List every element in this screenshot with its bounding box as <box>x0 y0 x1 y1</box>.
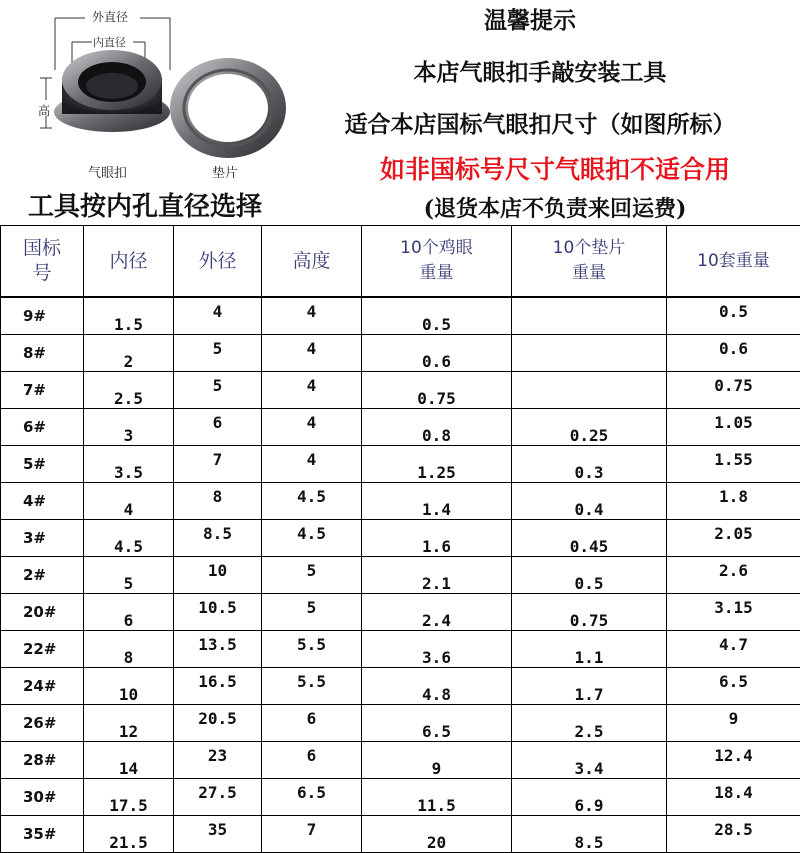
col-header-size-no: 国标 号 <box>1 226 84 298</box>
size-no-cell: 3# <box>1 520 84 557</box>
table-row <box>1 446 800 483</box>
notice-line-tool: 本店气眼扣手敲安装工具 <box>340 54 740 87</box>
set-weight-cell: 12.4 <box>667 742 800 779</box>
eyelet-weight-cell: 6.5 <box>362 705 512 742</box>
washer-weight-cell <box>512 335 667 372</box>
eyelet-weight-cell: 1.4 <box>362 483 512 520</box>
eyelet-weight-cell: 2.1 <box>362 557 512 594</box>
height-cell: 5.5 <box>262 631 362 668</box>
tool-selection-hint: 工具按内孔直径选择 <box>28 186 262 223</box>
table-row <box>1 631 800 668</box>
eyelet-weight-cell: 1.6 <box>362 520 512 557</box>
height-cell: 4 <box>262 446 362 483</box>
size-no-cell: 6# <box>1 409 84 446</box>
eyelet-weight-cell: 0.75 <box>362 372 512 409</box>
inner-diameter-cell: 2.5 <box>84 372 174 409</box>
size-spec-table <box>0 225 800 853</box>
col-header-eyelet-weight: 10个鸡眼 重量 <box>362 226 512 298</box>
eyelet-weight-cell: 9 <box>362 742 512 779</box>
size-no-cell: 30# <box>1 779 84 816</box>
height-cell: 4 <box>262 409 362 446</box>
set-weight-cell: 9 <box>667 705 800 742</box>
outer-diameter-cell: 5 <box>174 372 262 409</box>
notice-title: 温馨提示 <box>450 2 610 35</box>
set-weight-cell: 1.05 <box>667 409 800 446</box>
eyelet-weight-cell: 2.4 <box>362 594 512 631</box>
washer-weight-cell <box>512 297 667 335</box>
height-cell: 4.5 <box>262 483 362 520</box>
set-weight-cell: 6.5 <box>667 668 800 705</box>
washer-weight-cell: 2.5 <box>512 705 667 742</box>
set-weight-cell: 1.8 <box>667 483 800 520</box>
washer-weight-cell: 1.1 <box>512 631 667 668</box>
height-cell: 5 <box>262 557 362 594</box>
set-weight-cell: 2.05 <box>667 520 800 557</box>
outer-diameter-cell: 16.5 <box>174 668 262 705</box>
height-cell: 5 <box>262 594 362 631</box>
size-no-cell: 2# <box>1 557 84 594</box>
inner-diameter-cell: 17.5 <box>84 779 174 816</box>
washer-weight-cell <box>512 372 667 409</box>
notice-warning: 如非国标号尺寸气眼扣不适合用 <box>320 150 790 186</box>
height-cell: 4 <box>262 335 362 372</box>
col-header-height: 高度 <box>262 226 362 298</box>
table-row <box>1 520 800 557</box>
washer-weight-cell: 6.9 <box>512 779 667 816</box>
outer-diameter-cell: 8.5 <box>174 520 262 557</box>
inner-diameter-cell: 14 <box>84 742 174 779</box>
eyelet-weight-cell: 0.5 <box>362 297 512 335</box>
height-cell: 6 <box>262 742 362 779</box>
col-header-outer-diameter: 外径 <box>174 226 262 298</box>
washer-weight-cell: 0.5 <box>512 557 667 594</box>
size-no-cell: 9# <box>1 297 84 335</box>
size-no-cell: 35# <box>1 816 84 853</box>
height-cell: 4 <box>262 297 362 335</box>
size-no-cell: 28# <box>1 742 84 779</box>
outer-diameter-cell: 6 <box>174 409 262 446</box>
set-weight-cell: 3.15 <box>667 594 800 631</box>
height-cell: 4.5 <box>262 520 362 557</box>
set-weight-cell: 18.4 <box>667 779 800 816</box>
notice-line-size: 适合本店国标气眼扣尺寸（如图所标） <box>290 106 790 139</box>
outer-diameter-cell: 10.5 <box>174 594 262 631</box>
outer-diameter-cell: 27.5 <box>174 779 262 816</box>
eyelet-weight-cell: 11.5 <box>362 779 512 816</box>
table-row <box>1 594 800 631</box>
outer-diameter-cell: 35 <box>174 816 262 853</box>
outer-diameter-label: 外直径 <box>92 8 128 25</box>
outer-diameter-cell: 5 <box>174 335 262 372</box>
col-header-inner-diameter: 内径 <box>84 226 174 298</box>
inner-diameter-cell: 12 <box>84 705 174 742</box>
size-no-cell: 8# <box>1 335 84 372</box>
table-row <box>1 668 800 705</box>
table-row <box>1 409 800 446</box>
table-row <box>1 372 800 409</box>
table-row <box>1 779 800 816</box>
set-weight-cell: 0.6 <box>667 335 800 372</box>
eyelet-label: 气眼扣 <box>88 162 127 181</box>
set-weight-cell: 4.7 <box>667 631 800 668</box>
set-weight-cell: 1.55 <box>667 446 800 483</box>
inner-diameter-cell: 10 <box>84 668 174 705</box>
size-no-cell: 4# <box>1 483 84 520</box>
inner-diameter-cell: 2 <box>84 335 174 372</box>
table-row <box>1 483 800 520</box>
outer-diameter-cell: 4 <box>174 297 262 335</box>
washer-weight-cell: 1.7 <box>512 668 667 705</box>
table-body <box>1 297 800 853</box>
washer-weight-cell: 0.25 <box>512 409 667 446</box>
set-weight-cell: 0.75 <box>667 372 800 409</box>
height-cell: 6 <box>262 705 362 742</box>
eyelet-weight-cell: 0.8 <box>362 409 512 446</box>
inner-diameter-label: 内直径 <box>93 34 126 50</box>
outer-diameter-cell: 20.5 <box>174 705 262 742</box>
washer-weight-cell: 0.75 <box>512 594 667 631</box>
set-weight-cell: 2.6 <box>667 557 800 594</box>
inner-diameter-cell: 4.5 <box>84 520 174 557</box>
inner-diameter-cell: 1.5 <box>84 297 174 335</box>
washer-weight-cell: 0.45 <box>512 520 667 557</box>
table-row <box>1 335 800 372</box>
eyelet-weight-cell: 20 <box>362 816 512 853</box>
size-no-cell: 22# <box>1 631 84 668</box>
washer-label: 垫片 <box>212 162 238 181</box>
inner-diameter-cell: 21.5 <box>84 816 174 853</box>
table-row <box>1 742 800 779</box>
size-no-cell: 20# <box>1 594 84 631</box>
outer-diameter-cell: 10 <box>174 557 262 594</box>
inner-diameter-cell: 3 <box>84 409 174 446</box>
outer-diameter-cell: 7 <box>174 446 262 483</box>
notice-return-policy: (退货本店不负责来回运费) <box>350 192 760 223</box>
size-no-cell: 24# <box>1 668 84 705</box>
washer-weight-cell: 0.4 <box>512 483 667 520</box>
inner-diameter-cell: 6 <box>84 594 174 631</box>
eyelet-weight-cell: 0.6 <box>362 335 512 372</box>
set-weight-cell: 28.5 <box>667 816 800 853</box>
size-no-cell: 7# <box>1 372 84 409</box>
table-header-row <box>1 226 800 298</box>
table-row <box>1 816 800 853</box>
height-cell: 7 <box>262 816 362 853</box>
col-header-washer-weight: 10个垫片 重量 <box>512 226 667 298</box>
height-cell: 4 <box>262 372 362 409</box>
eyelet-weight-cell: 3.6 <box>362 631 512 668</box>
washer-weight-cell: 3.4 <box>512 742 667 779</box>
table-row <box>1 705 800 742</box>
inner-diameter-cell: 8 <box>84 631 174 668</box>
height-label: 高 <box>38 102 50 119</box>
eyelet-weight-cell: 1.25 <box>362 446 512 483</box>
table-row <box>1 557 800 594</box>
size-no-cell: 26# <box>1 705 84 742</box>
washer-weight-cell: 8.5 <box>512 816 667 853</box>
outer-diameter-cell: 8 <box>174 483 262 520</box>
outer-diameter-cell: 23 <box>174 742 262 779</box>
inner-diameter-cell: 4 <box>84 483 174 520</box>
height-cell: 6.5 <box>262 779 362 816</box>
height-cell: 5.5 <box>262 668 362 705</box>
inner-diameter-cell: 5 <box>84 557 174 594</box>
col-header-set-weight: 10套重量 <box>667 226 800 298</box>
table-row <box>1 297 800 335</box>
eyelet-weight-cell: 4.8 <box>362 668 512 705</box>
washer-weight-cell: 0.3 <box>512 446 667 483</box>
inner-diameter-cell: 3.5 <box>84 446 174 483</box>
set-weight-cell: 0.5 <box>667 297 800 335</box>
outer-diameter-cell: 13.5 <box>174 631 262 668</box>
size-no-cell: 5# <box>1 446 84 483</box>
